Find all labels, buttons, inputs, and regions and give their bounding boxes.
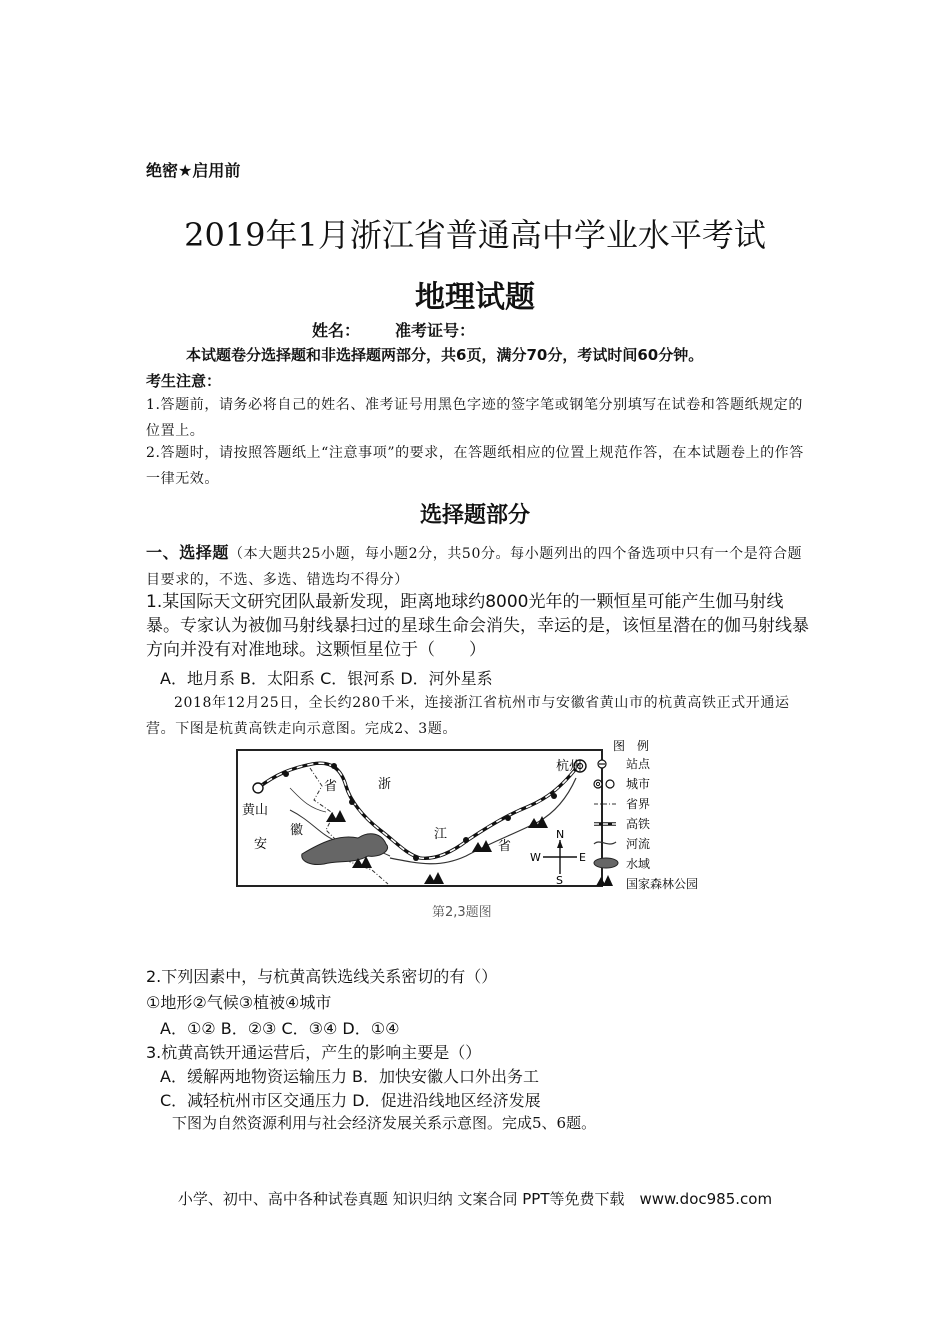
station-marker: [551, 793, 557, 799]
confidential-mark: 绝密★启用前: [146, 161, 241, 180]
exam-intro: 本试题卷分选择题和非选择题两部分，共6页，满分70分，考试时间60分钟。: [186, 346, 704, 364]
notice-item-2: 2.答题时，请按照答题纸上“注意事项”的要求，在答题纸相应的位置上规范作答，在本试题卷上的作答一律无效。: [146, 445, 804, 487]
question-2-options: A．①② B．②③ C．③④ D．①④: [160, 1019, 400, 1038]
question-3-options-row-1: A．缓解两地物资运输压力 B．加快安徽人口外出务工: [160, 1067, 540, 1086]
map-caption: 第2,3题图: [432, 905, 492, 920]
map-label-hui: 徽: [290, 823, 304, 838]
station-marker: [505, 815, 511, 821]
station-marker: [283, 771, 289, 777]
section-title: 选择题部分: [419, 503, 530, 528]
part-description: （本大题共25小题，每小题2分，共50分。每小题列出的四个备选项中只有一个是符合题目要求的，不选、多选、错选均不得分）: [146, 546, 803, 588]
map-label-sheng-zhejiang: 省: [498, 839, 512, 854]
compass-w: W: [530, 851, 541, 864]
compass-e: E: [579, 851, 586, 864]
ticket-number-label: 准考证号：: [395, 321, 476, 340]
legend-border: 省界: [626, 797, 651, 811]
station-marker: [349, 799, 355, 805]
station-marker: [413, 855, 419, 861]
railway-map-figure: [230, 738, 720, 924]
map-label-zhe: 浙: [378, 777, 392, 792]
material-2: 下图为自然资源利用与社会经济发展关系示意图。完成5、6题。: [172, 1114, 597, 1132]
legend-station: 站点: [626, 757, 651, 771]
material-1: 2018年12月25日，全长约280千米，连接浙江省杭州市与安徽省黄山市的杭黄高铁正式开通运营。下图是杭黄高铁走向示意图。完成2、3题。: [146, 695, 790, 737]
notice-item-1: 1.答题前，请务必将自己的姓名、准考证号用黑色字迹的签字笔或钢笔分别填写在试卷和答题纸规定的位置上。: [146, 397, 803, 439]
exam-title: 2019年1月浙江省普通高中学业水平考试: [184, 216, 766, 254]
question-2-stem: 2.下列因素中，与杭黄高铁选线关系密切的有（）: [146, 967, 498, 986]
part-label: 一、选择题: [146, 543, 230, 562]
map-legend: [594, 738, 698, 891]
compass-s: S: [556, 874, 563, 887]
footer-text[interactable]: 小学、初中、高中各种试卷真题 知识归纳 文案合同 PPT等免费下载 www.doc985.com: [177, 1190, 773, 1208]
part-instructions: [146, 540, 806, 593]
station-marker: [331, 763, 337, 769]
legend-title: 图 例: [613, 739, 650, 753]
legend-water: 水域: [626, 857, 651, 871]
map-label-sheng-anhui: 省: [324, 779, 338, 794]
question-3-stem: 3.杭黄高铁开通运营后，产生的影响主要是（）: [146, 1043, 482, 1062]
map-label-jiang: 江: [434, 827, 448, 842]
question-1-options: A．地月系 B．太阳系 C．银河系 D．河外星系: [160, 669, 493, 688]
legend-water-icon: [594, 858, 618, 868]
question-3-options-row-2: C．减轻杭州市区交通压力 D．促进沿线地区经济发展: [160, 1091, 541, 1110]
map-label-an: 安: [254, 837, 268, 852]
legend-river: 河流: [626, 837, 651, 851]
map-label-huangshan: 黄山: [242, 803, 269, 818]
question-2-items: ①地形②气候③植被④城市: [146, 993, 332, 1012]
map-label-hangzhou: 杭州: [556, 759, 583, 774]
city-huangshan-marker: [253, 783, 263, 793]
notice-heading: 考生注意：: [146, 372, 222, 390]
name-label: 姓名：: [312, 321, 361, 340]
legend-railway: 高铁: [626, 817, 651, 831]
station-marker: [463, 837, 469, 843]
subject-title: 地理试题: [415, 280, 535, 315]
compass-n: N: [556, 828, 565, 841]
legend-city: 城市: [626, 777, 651, 791]
legend-park: 国家森林公园: [626, 877, 699, 891]
question-1-stem: 1.某国际天文研究团队最新发现，距离地球约8000光年的一颗恒星可能产生伽马射线暴。专家认为被伽马射线暴扫过的星球生命会消失，幸运的是，该恒星潜在的伽马射线暴方向并没有对准地球。这颗恒星位于（ ）: [146, 592, 809, 660]
